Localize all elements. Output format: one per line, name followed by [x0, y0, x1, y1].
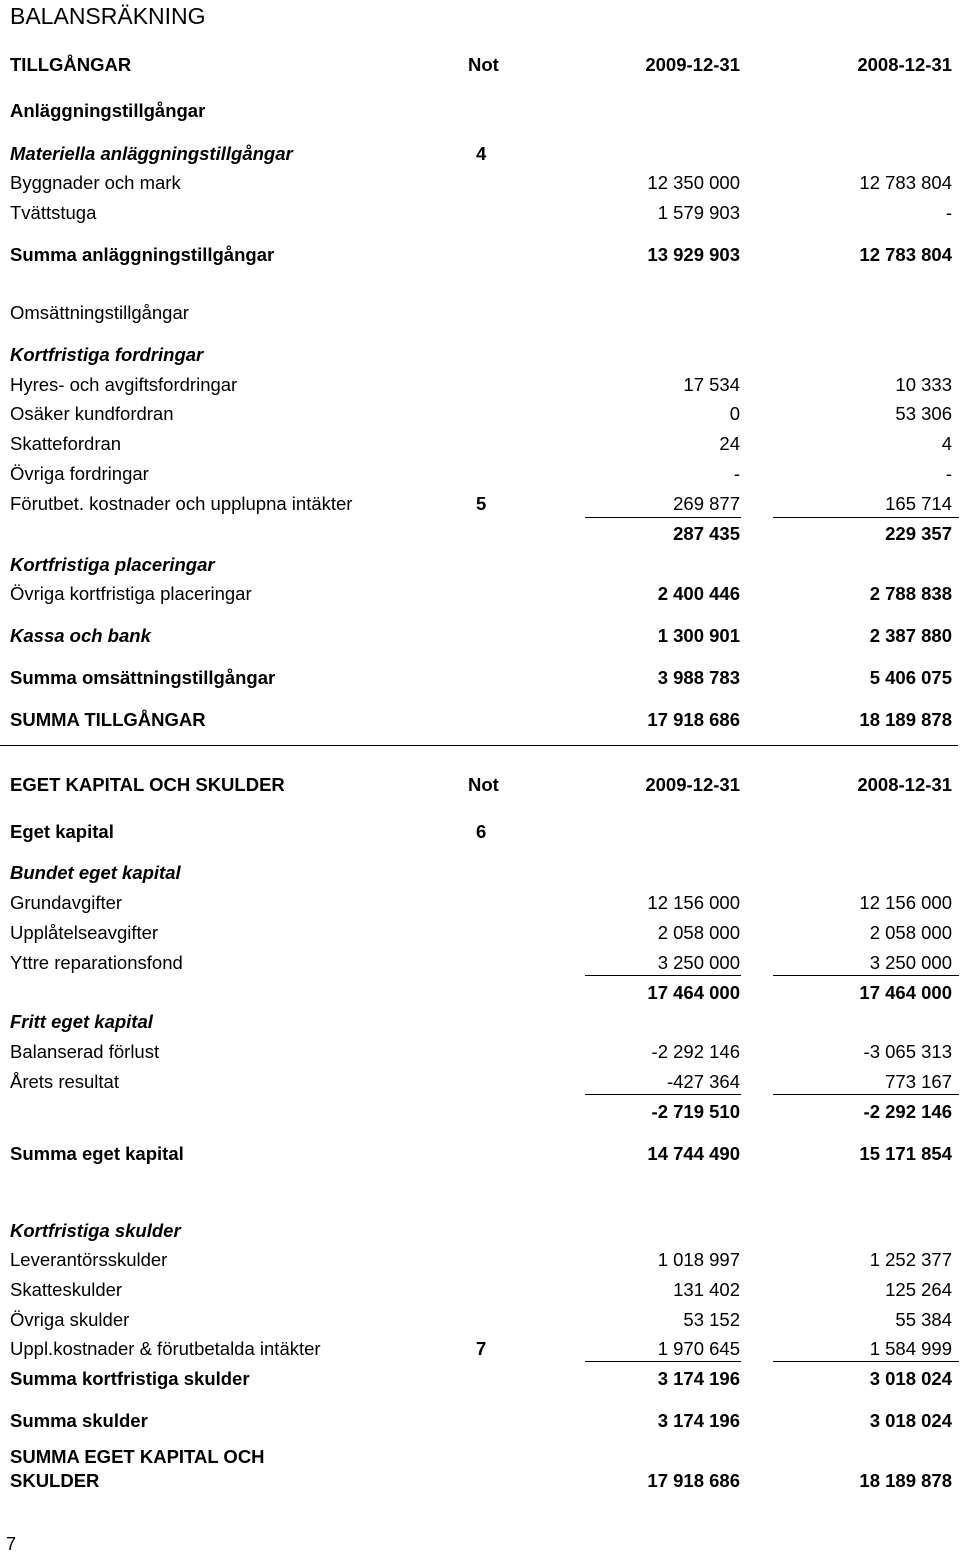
receivables-heading: Kortfristiga fordringar [10, 344, 204, 365]
row-value-2009: 269 877 [673, 493, 740, 514]
row-value-2008: 18 189 878 [859, 1470, 952, 1491]
row-value-2009: 17 534 [683, 374, 740, 395]
section-divider [0, 745, 958, 746]
grand-total-row [0, 1469, 960, 1493]
subsection-heading [0, 343, 960, 367]
row-label: Leverantörsskulder [10, 1249, 168, 1270]
row-label: Yttre reparationsfond [10, 952, 183, 973]
subsection-heading [0, 861, 960, 885]
restricted-equity-heading: Bundet eget kapital [10, 862, 181, 883]
equity-heading: Eget kapital [10, 821, 114, 842]
row-value-2008: 773 167 [885, 1071, 952, 1092]
row-label: Summa eget kapital [10, 1143, 184, 1164]
note-ref: 4 [476, 143, 487, 164]
subtotal-line [773, 975, 959, 976]
row-value-2009: 24 [719, 433, 740, 454]
table-row [0, 1248, 960, 1272]
row-label: Byggnader och mark [10, 172, 181, 193]
table-row [0, 402, 960, 426]
row-value-2008: - [945, 202, 952, 223]
row-value-2008: 55 384 [895, 1309, 952, 1330]
row-value-2008: 165 714 [885, 493, 952, 514]
row-value-2009: 287 435 [673, 523, 740, 544]
row-value-2008: 229 357 [885, 523, 952, 544]
row-value-2009: 2 058 000 [657, 922, 740, 943]
subsection-heading [0, 142, 960, 166]
tangible-assets-heading: Materiella anläggningstillgångar [10, 143, 293, 164]
table-row [0, 432, 960, 456]
row-label: Skattefordran [10, 433, 122, 454]
row-value-2008: 2 387 880 [869, 625, 952, 646]
row-value-2009: 17 464 000 [647, 982, 740, 1003]
table-row [0, 951, 960, 975]
row-value-2008: -2 292 146 [863, 1101, 952, 1122]
row-value-2008: 2 788 838 [869, 583, 952, 604]
liab-header-year1: 2009-12-31 [645, 774, 740, 795]
row-label: Tvättstuga [10, 202, 97, 223]
sum-row [0, 1142, 960, 1166]
subtotal-line [585, 517, 741, 518]
table-row [0, 1040, 960, 1064]
row-label: Summa skulder [10, 1410, 148, 1431]
sum-row [0, 1409, 960, 1433]
row-value-2009: 14 744 490 [647, 1143, 740, 1164]
table-row [0, 891, 960, 915]
liab-header-row [0, 773, 960, 797]
row-value-2009: 0 [729, 403, 740, 424]
row-value-2008: 3 018 024 [869, 1410, 952, 1431]
subsection-heading [0, 1219, 960, 1243]
row-value-2008: 12 156 000 [859, 892, 952, 913]
row-value-2008: 12 783 804 [859, 244, 952, 265]
assets-header-year1: 2009-12-31 [645, 54, 740, 75]
row-label: Förutbet. kostnader och upplupna intäkter [10, 493, 353, 514]
table-row [0, 1278, 960, 1302]
subtotal-row [0, 522, 960, 546]
table-row [0, 1337, 960, 1361]
assets-header-row [0, 53, 960, 77]
row-value-2008: 15 171 854 [859, 1143, 952, 1164]
row-value-2009: 53 152 [683, 1309, 740, 1330]
assets-header-note: Not [468, 54, 499, 75]
short-liabilities-heading: Kortfristiga skulder [10, 1220, 181, 1241]
row-value-2009: 131 402 [673, 1279, 740, 1300]
table-row [0, 492, 960, 516]
row-value-2008: 1 584 999 [869, 1338, 952, 1359]
liab-header-label: EGET KAPITAL OCH SKULDER [10, 774, 285, 795]
sum-row [0, 666, 960, 690]
row-value-2009: 13 929 903 [647, 244, 740, 265]
table-row [0, 1070, 960, 1094]
row-label: Upplåtelseavgifter [10, 922, 159, 943]
subtotal-line [773, 1361, 959, 1362]
row-value-2009: 12 156 000 [647, 892, 740, 913]
row-value-2008: 53 306 [895, 403, 952, 424]
row-value-2009: 1 970 645 [657, 1338, 740, 1359]
liab-header-note: Not [468, 774, 499, 795]
note-ref: 5 [476, 493, 487, 514]
assets-header-year2: 2008-12-31 [857, 54, 952, 75]
grand-total-label-line2: SKULDER [10, 1470, 100, 1491]
total-row [0, 708, 960, 732]
note-ref: 7 [476, 1338, 487, 1359]
row-value-2008: 5 406 075 [869, 667, 952, 688]
row-label: Årets resultat [10, 1071, 119, 1092]
table-row [0, 921, 960, 945]
row-value-2008: 3 018 024 [869, 1368, 952, 1389]
subtotal-line [585, 1361, 741, 1362]
section-heading [0, 301, 960, 325]
row-value-2008: 12 783 804 [859, 172, 952, 193]
row-value-2009: 3 988 783 [657, 667, 740, 688]
row-value-2008: 4 [941, 433, 952, 454]
page-number: 7 [6, 1534, 17, 1554]
row-value-2008: - [945, 463, 952, 484]
subsection-heading [0, 553, 960, 577]
row-value-2008: 125 264 [885, 1279, 952, 1300]
sum-row [0, 1367, 960, 1391]
section-heading [0, 99, 960, 123]
subtotal-line [773, 517, 959, 518]
assets-header-label: TILLGÅNGAR [10, 54, 132, 75]
row-label: Hyres- och avgiftsfordringar [10, 374, 238, 395]
row-label: Skatteskulder [10, 1279, 123, 1300]
row-label: Summa kortfristiga skulder [10, 1368, 250, 1389]
row-value-2008: -3 065 313 [863, 1041, 952, 1062]
row-value-2009: -2 719 510 [651, 1101, 740, 1122]
row-value-2009: 17 918 686 [647, 1470, 740, 1491]
row-value-2009: 12 350 000 [647, 172, 740, 193]
subtotal-row [0, 981, 960, 1005]
table-row [0, 462, 960, 486]
row-value-2009: 3 174 196 [657, 1410, 740, 1431]
row-value-2009: 1 300 901 [657, 625, 740, 646]
row-value-2009: -427 364 [666, 1071, 740, 1092]
row-value-2009: -2 292 146 [651, 1041, 740, 1062]
sum-row [0, 243, 960, 267]
row-label: Osäker kundfordran [10, 403, 174, 424]
row-value-2009: 1 579 903 [657, 202, 740, 223]
row-label: Uppl.kostnader & förutbetalda intäkter [10, 1338, 321, 1359]
subtotal-line [773, 1094, 959, 1095]
row-value-2008: 10 333 [895, 374, 952, 395]
table-row [0, 171, 960, 195]
row-label: Summa anläggningstillgångar [10, 244, 275, 265]
row-value-2009: 3 250 000 [657, 952, 740, 973]
table-row [0, 373, 960, 397]
note-ref: 6 [476, 821, 487, 842]
table-row [0, 1308, 960, 1332]
row-label: Övriga fordringar [10, 463, 149, 484]
grand-total-label-line1: SUMMA EGET KAPITAL OCH [10, 1446, 265, 1467]
current-assets-heading: Omsättningstillgångar [10, 302, 189, 323]
subtotal-line [585, 975, 741, 976]
row-value-2009: 1 018 997 [657, 1249, 740, 1270]
row-label: Kassa och bank [10, 625, 151, 646]
row-label: SUMMA TILLGÅNGAR [10, 709, 206, 730]
placements-heading: Kortfristiga placeringar [10, 554, 215, 575]
row-value-2008: 18 189 878 [859, 709, 952, 730]
row-label: Övriga kortfristiga placeringar [10, 583, 252, 604]
row-label: Balanserad förlust [10, 1041, 160, 1062]
fixed-assets-heading: Anläggningstillgångar [10, 100, 206, 121]
row-value-2008: 17 464 000 [859, 982, 952, 1003]
row-value-2009: 3 174 196 [657, 1368, 740, 1389]
row-value-2009: 17 918 686 [647, 709, 740, 730]
subtotal-line [585, 1094, 741, 1095]
subtotal-row [0, 1100, 960, 1124]
row-value-2008: 3 250 000 [869, 952, 952, 973]
row-value-2009: - [733, 463, 740, 484]
free-equity-heading: Fritt eget kapital [10, 1011, 153, 1032]
table-row [0, 582, 960, 606]
table-row [0, 624, 960, 648]
row-value-2009: 2 400 446 [657, 583, 740, 604]
row-label: Summa omsättningstillgångar [10, 667, 276, 688]
row-label: Grundavgifter [10, 892, 123, 913]
liab-header-year2: 2008-12-31 [857, 774, 952, 795]
subsection-heading [0, 1010, 960, 1034]
table-row [0, 201, 960, 225]
row-value-2008: 2 058 000 [869, 922, 952, 943]
row-value-2008: 1 252 377 [869, 1249, 952, 1270]
section-heading [0, 820, 960, 844]
page-title: BALANSRÄKNING [10, 3, 206, 29]
row-label: Övriga skulder [10, 1309, 130, 1330]
